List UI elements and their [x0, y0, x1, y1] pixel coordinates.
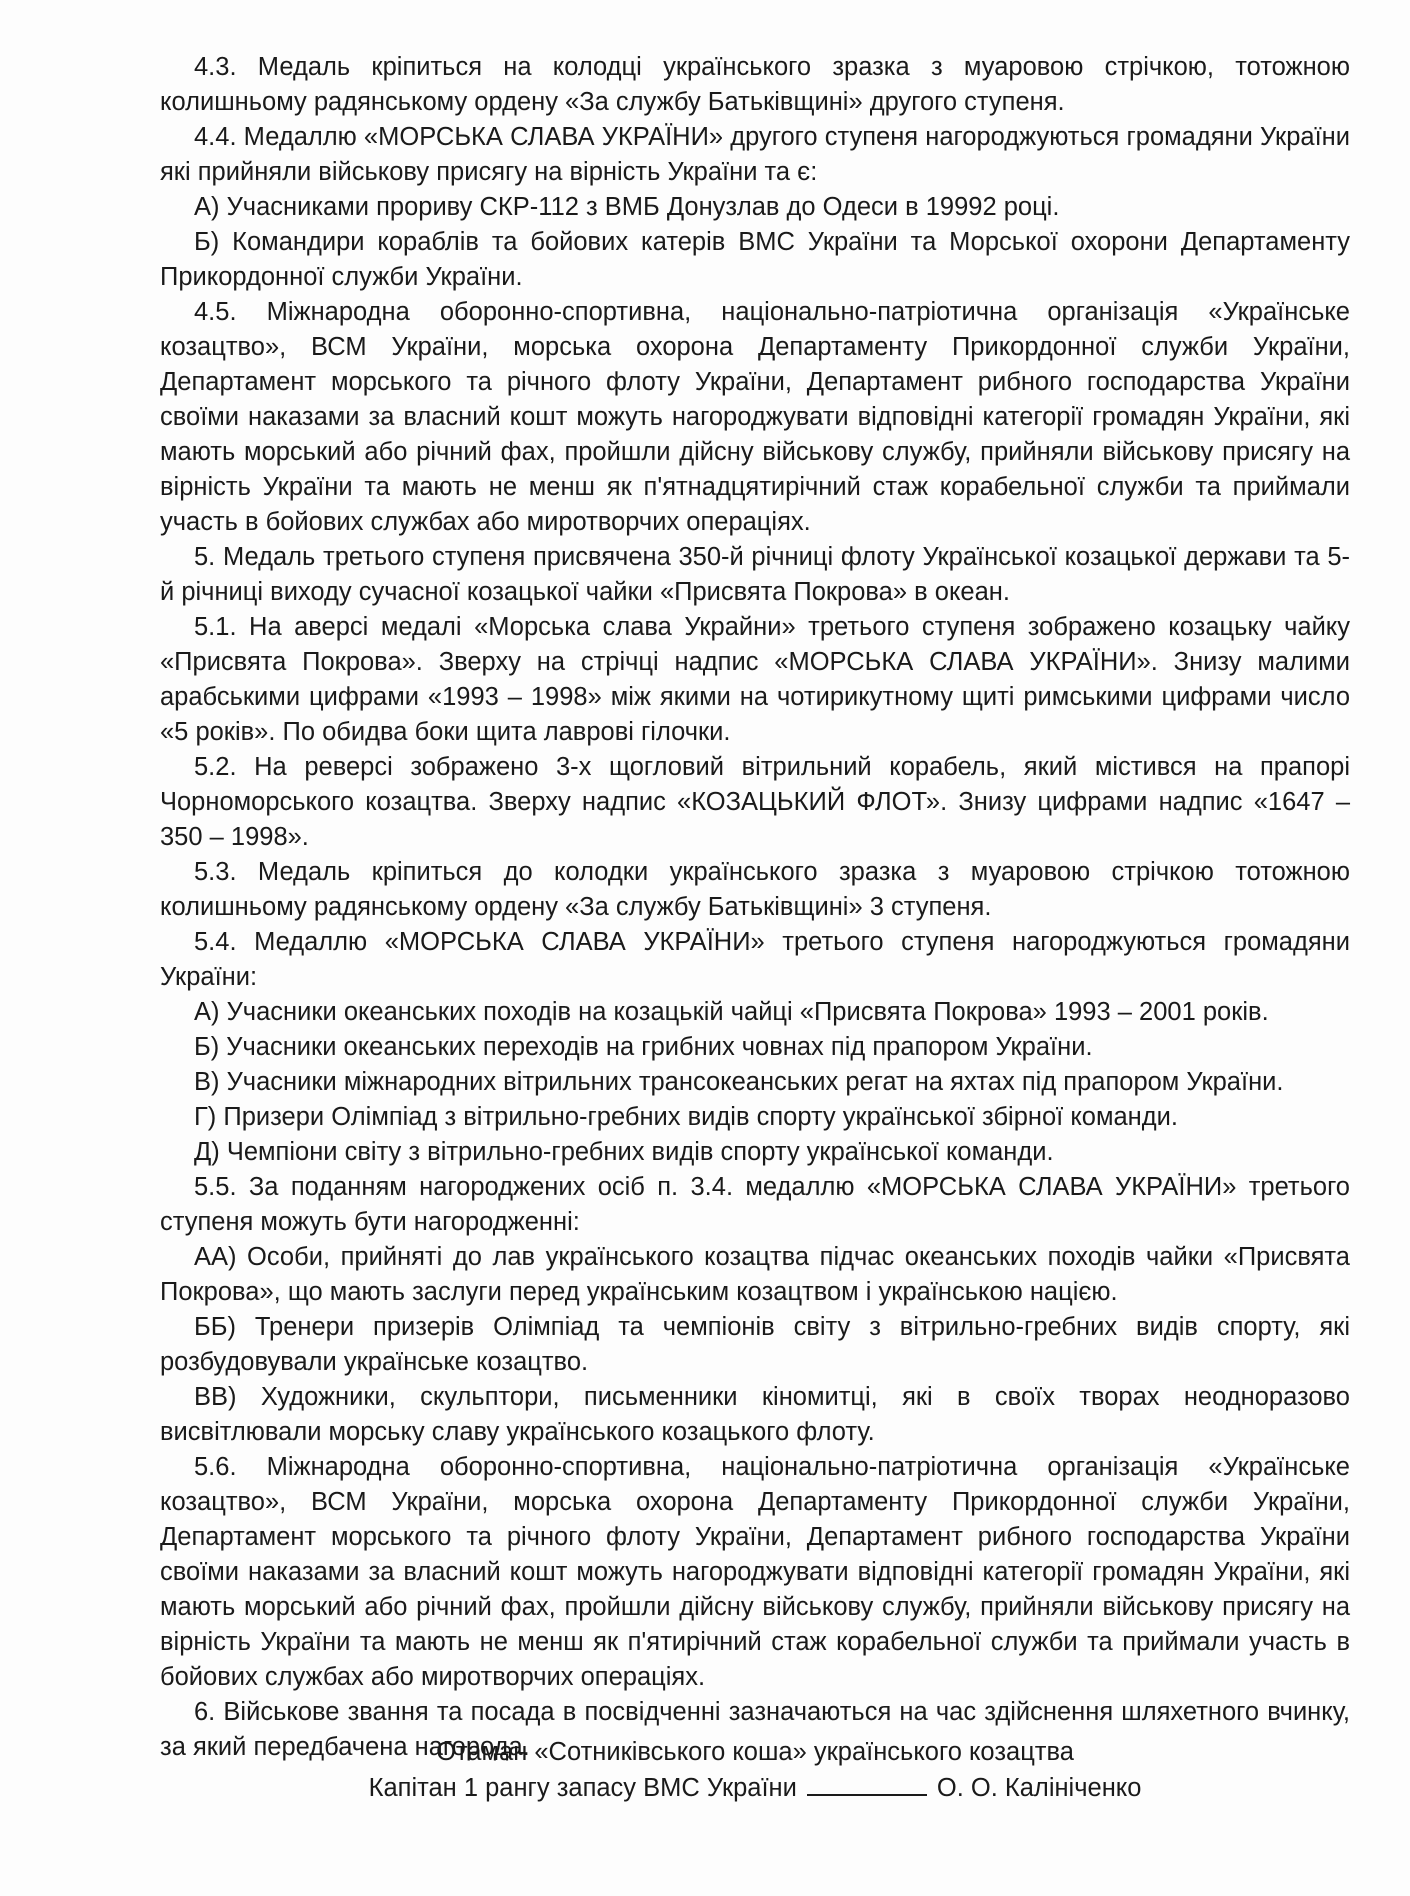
signature-name: О. О. Калініченко — [936, 1774, 1142, 1802]
list-item-a: А) Учасники океанських походів на козацькій чайці «Присвята Покрова» 1993 – 2001 років. — [194, 998, 1269, 1026]
paragraph-4-4: 4.4. Медаллю «МОРСЬКА СЛАВА УКРАЇНИ» другого ступеня нагороджуються громадяни України які прийняли військову присягу на вірність України та є: — [160, 123, 1350, 186]
list-item-b: Б) Командири кораблів та бойових катерів ВМС України та Морської охорони Департаменту Прикордонної служби України. — [160, 228, 1350, 291]
list-item-vv: ВВ) Художники, скульптори, письменники кіномитці, які в своїх творах неодноразово висвітлювали морську славу українського козацького флоту. — [160, 1383, 1350, 1446]
list-item-a: А) Учасниками прориву СКР-112 з ВМБ Донузлав до Одеси в 19992 році. — [194, 193, 1060, 221]
signature-rank: Капітан 1 рангу запасу ВМС України — [368, 1774, 797, 1802]
signature-line — [160, 1771, 1350, 1806]
list-item-d: Д) Чемпіони світу з вітрильно-гребних видів спорту української команди. — [194, 1138, 1054, 1166]
paragraph-5-4: 5.4. Медаллю «МОРСЬКА СЛАВА УКРАЇНИ» третього ступеня нагороджуються громадяни України: — [160, 928, 1350, 991]
paragraph-5-3: 5.3. Медаль кріпиться до колодки українського зразка з муаровою стрічкою тотожною колишньому радянському ордену «За службу Батьківщині» 3 ступеня. — [160, 858, 1350, 921]
document-body — [160, 50, 1350, 1765]
paragraph-6: 6. Військове звання та посада в посвідченні зазначаються на час здійснення шляхетного вчинку, за який передбачена нагорода. — [160, 1698, 1350, 1761]
paragraph-5-2: 5.2. На реверсі зображено 3-х щогловий вітрильний корабель, який містився на прапорі Чорноморського козацтва. Зверху надпис «КОЗАЦЬКИЙ ФЛОТ». Знизу цифрами надпис «1647 – 350 – 1998». — [160, 753, 1350, 851]
paragraph-5: 5. Медаль третього ступеня присвячена 350-й річниці флоту Української козацької держави та 5-й річниці виходу сучасної козацької чайки «Присвята Покрова» в океан. — [160, 543, 1350, 606]
list-item-bb: ББ) Тренери призерів Олімпіад та чемпіонів світу з вітрильно-гребних видів спорту, які розбудовували українське козацтво. — [160, 1313, 1350, 1376]
list-item-aa: АА) Особи, прийняті до лав українського козацтва підчас океанських походів чайки «Присвята Покрова», що мають заслуги перед українським козацтвом і українською нацією. — [160, 1243, 1350, 1306]
paragraph-4-5: 4.5. Міжнародна оборонно-спортивна, національно-патріотична організація «Українське козацтво», ВСМ України, морська охорона Департаменту Прикордонної служби України, Департамент морського та річного флоту України, Департамент рибного господарства України своїми наказами за власний кошт можуть нагороджувати відповідні категорії громадян України, які мають морський або річний фах, пройшли дійсну військову службу, прийняли військову присягу на вірність України та мають не менш як п'ятнадцятирічний стаж корабельної служби та приймали участь в бойових службах або миротворчих операціях. — [160, 298, 1350, 536]
list-item-v: В) Учасники міжнародних вітрильних трансокеанських регат на яхтах під прапором України. — [194, 1068, 1284, 1096]
paragraph-4-3: 4.3. Медаль кріпиться на колодці українського зразка з муаровою стрічкою, тотожною колишньому радянському ордену «За службу Батьківщині» другого ступеня. — [160, 53, 1350, 116]
signature-title: Отаман «Сотниківського коша» українського козацтва — [436, 1738, 1074, 1766]
list-item-g: Г) Призери Олімпіад з вітрильно-гребних видів спорту української збірної команди. — [194, 1103, 1178, 1131]
paragraph-5-6: 5.6. Міжнародна оборонно-спортивна, національно-патріотична організація «Українське козацтво», ВСМ України, морська охорона Департаменту Прикордонної служби України, Департамент морського та річного флоту України, Департамент рибного господарства України своїми наказами за власний кошт можуть нагороджувати відповідні категорії громадян України, які мають морський або річний фах, пройшли дійсну військову службу, прийняли військову присягу на вірність України та мають не менш як п'ятирічний стаж корабельної служби та приймали участь в бойових службах або миротворчих операціях. — [160, 1453, 1350, 1691]
signature-blank-line — [807, 1772, 927, 1796]
paragraph-5-5: 5.5. За поданням нагороджених осіб п. 3.4. медаллю «МОРСЬКА СЛАВА УКРАЇНИ» третього ступеня можуть бути нагородженні: — [160, 1173, 1350, 1236]
list-item-b: Б) Учасники океанських переходів на грибних човнах під прапором України. — [194, 1033, 1093, 1061]
paragraph-5-1: 5.1. На аверсі медалі «Морська слава Украйни» третього ступеня зображено козацьку чайку «Присвята Покрова». Зверху на стрічці надпис «МОРСЬКА СЛАВА УКРАЇНИ». Знизу малими арабськими цифрами «1993 – 1998» між якими на чотирикутному щиті римськими цифрами число «5 років». По обидва боки щита лаврові гілочки. — [160, 613, 1350, 746]
